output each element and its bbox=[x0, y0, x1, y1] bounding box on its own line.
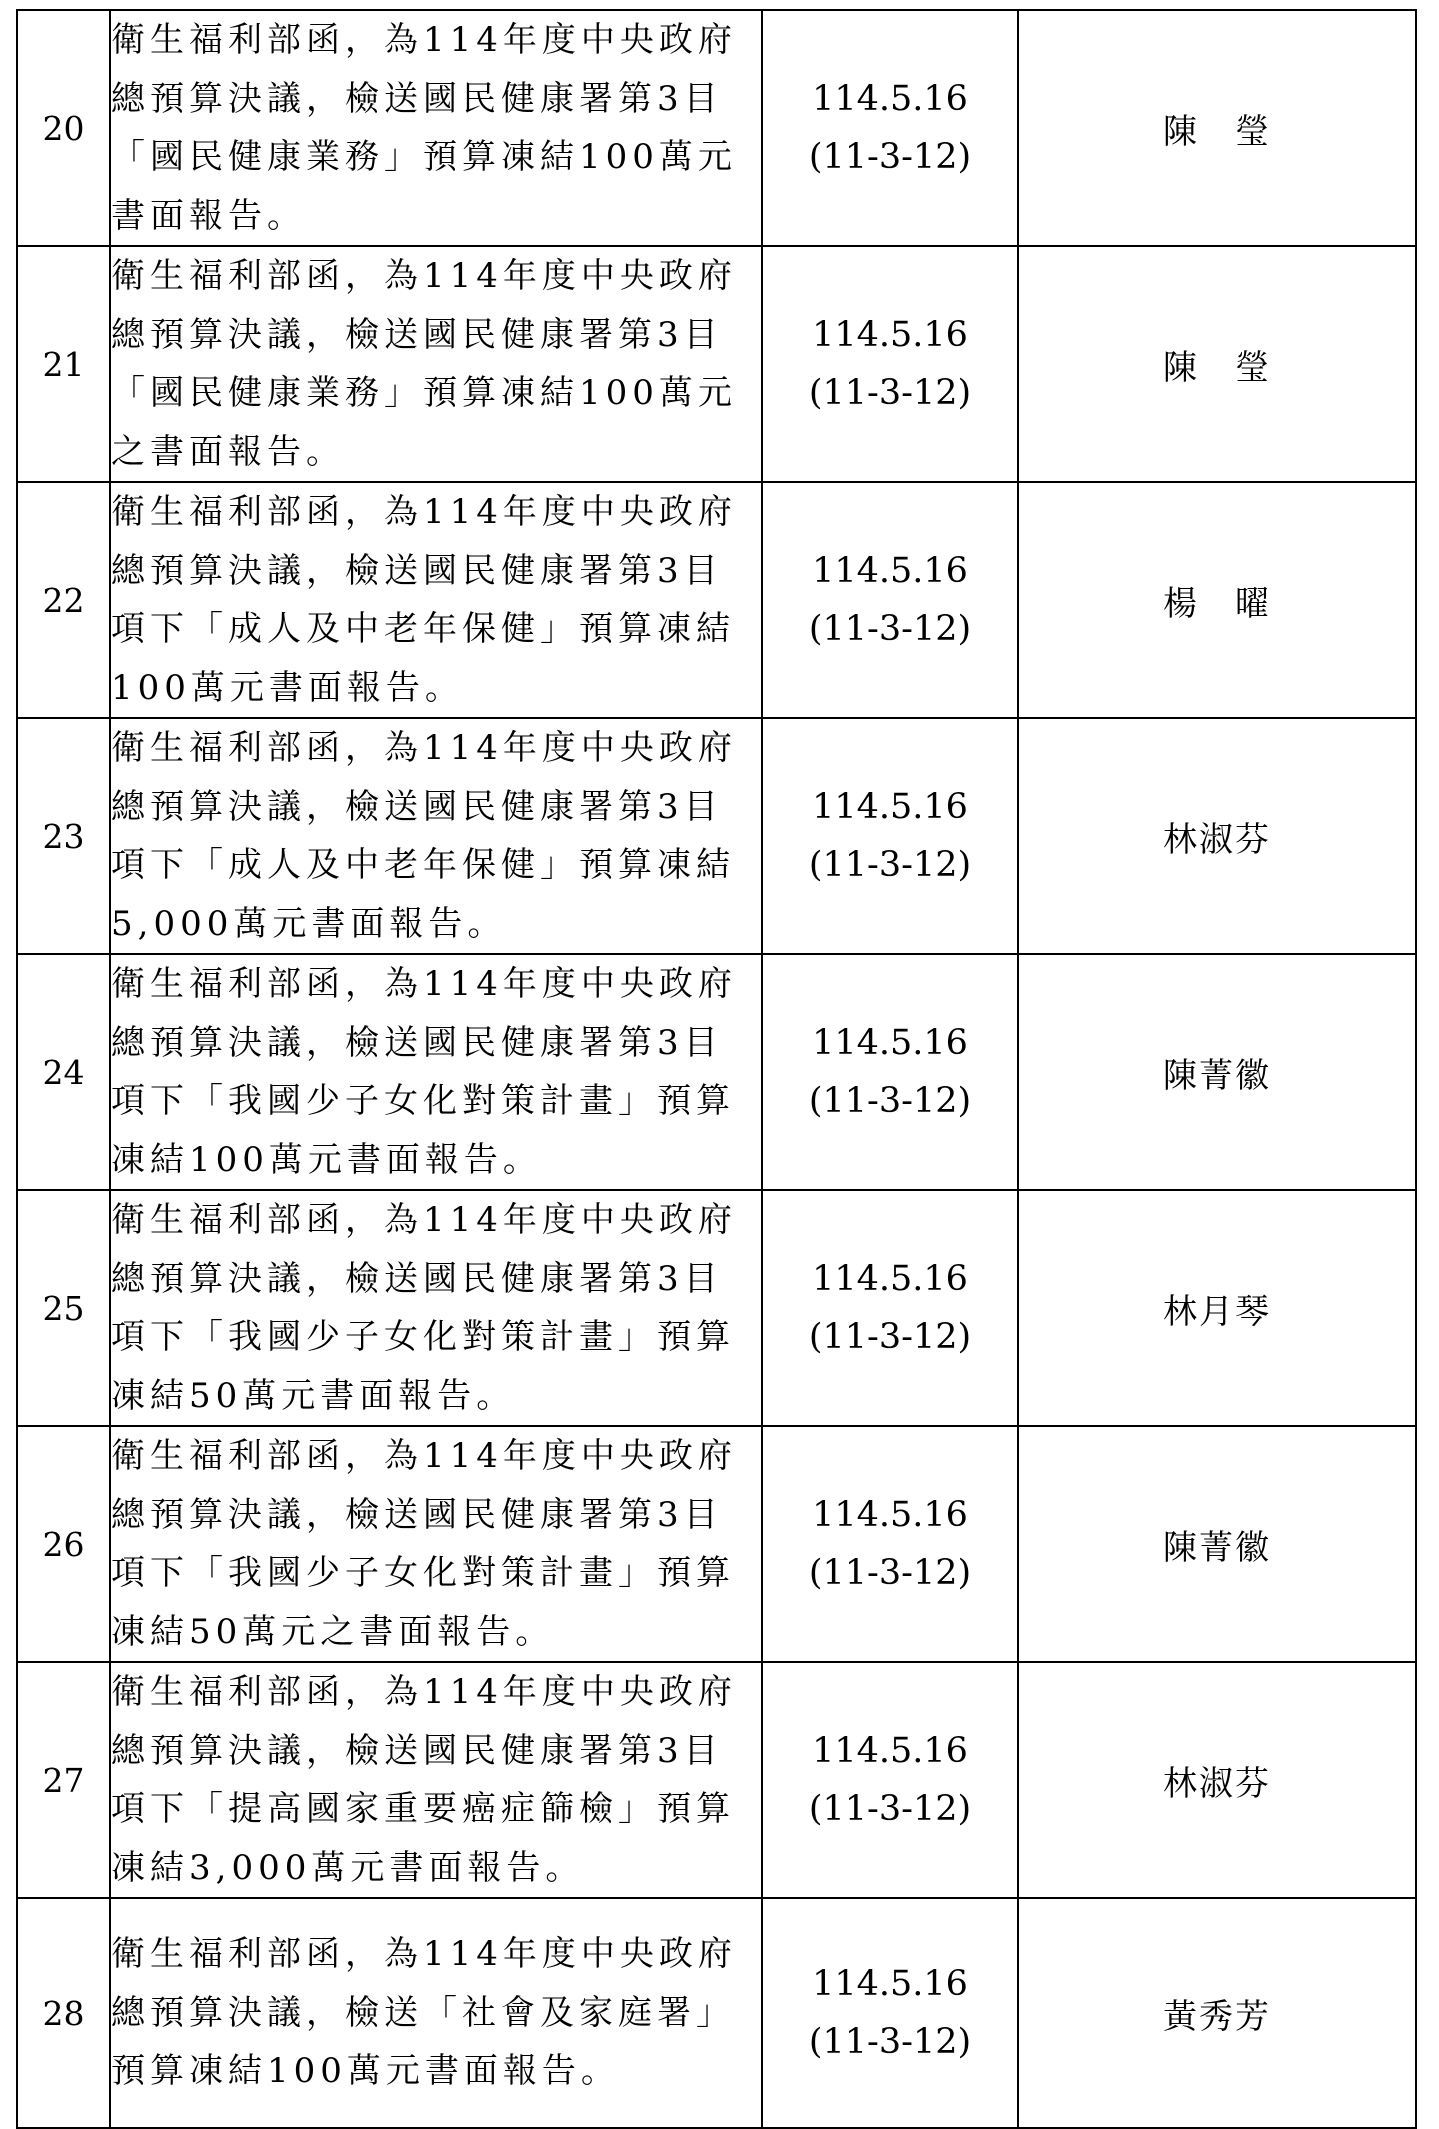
item-legislator: 林淑芬 bbox=[1018, 1662, 1416, 1898]
table-row bbox=[17, 1898, 1416, 2128]
item-legislator: 林月琴 bbox=[1018, 1190, 1416, 1426]
table-row bbox=[17, 1426, 1416, 1662]
item-description: 衛生福利部函，為114年度中央政府總預算決議，檢送國民健康署第3目項下「成人及中老年保健」預算凍結5,000萬元書面報告。 bbox=[110, 718, 762, 954]
table-row bbox=[17, 246, 1416, 482]
table-row bbox=[17, 718, 1416, 954]
item-date: 114.5.16 bbox=[812, 1964, 968, 2004]
item-reference: (11-3-12) bbox=[808, 137, 972, 177]
item-description: 衛生福利部函，為114年度中央政府總預算決議，檢送國民健康署第3目「國民健康業務」預算凍結100萬元之書面報告。 bbox=[110, 246, 762, 482]
item-date-cell bbox=[762, 246, 1018, 482]
table-row bbox=[17, 10, 1416, 246]
item-legislator: 陳菁徽 bbox=[1018, 1426, 1416, 1662]
item-description: 衛生福利部函，為114年度中央政府總預算決議，檢送國民健康署第3目項下「我國少子女化對策計畫」預算凍結100萬元書面報告。 bbox=[110, 954, 762, 1190]
item-number: 21 bbox=[17, 246, 110, 482]
document-table bbox=[16, 9, 1417, 2129]
item-legislator: 黃秀芳 bbox=[1018, 1898, 1416, 2128]
item-date-cell bbox=[762, 954, 1018, 1190]
item-date: 114.5.16 bbox=[812, 1495, 968, 1535]
item-date: 114.5.16 bbox=[812, 79, 968, 119]
item-description: 衛生福利部函，為114年度中央政府總預算決議，檢送國民健康署第3目項下「我國少子女化對策計畫」預算凍結50萬元書面報告。 bbox=[110, 1190, 762, 1426]
item-description: 衛生福利部函，為114年度中央政府總預算決議，檢送「社會及家庭署」預算凍結100萬元書面報告。 bbox=[110, 1898, 762, 2128]
item-date: 114.5.16 bbox=[812, 1259, 968, 1299]
item-legislator: 陳 瑩 bbox=[1018, 10, 1416, 246]
item-description: 衛生福利部函，為114年度中央政府總預算決議，檢送國民健康署第3目「國民健康業務」預算凍結100萬元書面報告。 bbox=[110, 10, 762, 246]
item-date: 114.5.16 bbox=[812, 1023, 968, 1063]
item-reference: (11-3-12) bbox=[808, 1553, 972, 1593]
table-row bbox=[17, 954, 1416, 1190]
item-reference: (11-3-12) bbox=[808, 2022, 972, 2062]
item-date-cell bbox=[762, 10, 1018, 246]
item-number: 28 bbox=[17, 1898, 110, 2128]
item-number: 24 bbox=[17, 954, 110, 1190]
item-number: 27 bbox=[17, 1662, 110, 1898]
item-description: 衛生福利部函，為114年度中央政府總預算決議，檢送國民健康署第3目項下「我國少子女化對策計畫」預算凍結50萬元之書面報告。 bbox=[110, 1426, 762, 1662]
item-legislator: 陳菁徽 bbox=[1018, 954, 1416, 1190]
item-reference: (11-3-12) bbox=[808, 373, 972, 413]
item-date-cell bbox=[762, 1190, 1018, 1426]
item-legislator: 楊 曜 bbox=[1018, 482, 1416, 718]
item-reference: (11-3-12) bbox=[808, 1081, 972, 1121]
item-reference: (11-3-12) bbox=[808, 845, 972, 885]
table-row bbox=[17, 482, 1416, 718]
item-number: 22 bbox=[17, 482, 110, 718]
item-number: 26 bbox=[17, 1426, 110, 1662]
item-reference: (11-3-12) bbox=[808, 1789, 972, 1829]
item-reference: (11-3-12) bbox=[808, 1317, 972, 1357]
item-date-cell bbox=[762, 718, 1018, 954]
item-number: 20 bbox=[17, 10, 110, 246]
item-date-cell bbox=[762, 1898, 1018, 2128]
item-date: 114.5.16 bbox=[812, 551, 968, 591]
item-description: 衛生福利部函，為114年度中央政府總預算決議，檢送國民健康署第3目項下「成人及中老年保健」預算凍結100萬元書面報告。 bbox=[110, 482, 762, 718]
item-date-cell bbox=[762, 1426, 1018, 1662]
item-date: 114.5.16 bbox=[812, 787, 968, 827]
item-reference: (11-3-12) bbox=[808, 609, 972, 649]
item-date: 114.5.16 bbox=[812, 315, 968, 355]
table-row bbox=[17, 1662, 1416, 1898]
item-description: 衛生福利部函，為114年度中央政府總預算決議，檢送國民健康署第3目項下「提高國家重要癌症篩檢」預算凍結3,000萬元書面報告。 bbox=[110, 1662, 762, 1898]
item-number: 23 bbox=[17, 718, 110, 954]
item-date-cell bbox=[762, 482, 1018, 718]
item-date: 114.5.16 bbox=[812, 1731, 968, 1771]
table-row bbox=[17, 1190, 1416, 1426]
item-legislator: 林淑芬 bbox=[1018, 718, 1416, 954]
item-legislator: 陳 瑩 bbox=[1018, 246, 1416, 482]
item-number: 25 bbox=[17, 1190, 110, 1426]
item-date-cell bbox=[762, 1662, 1018, 1898]
